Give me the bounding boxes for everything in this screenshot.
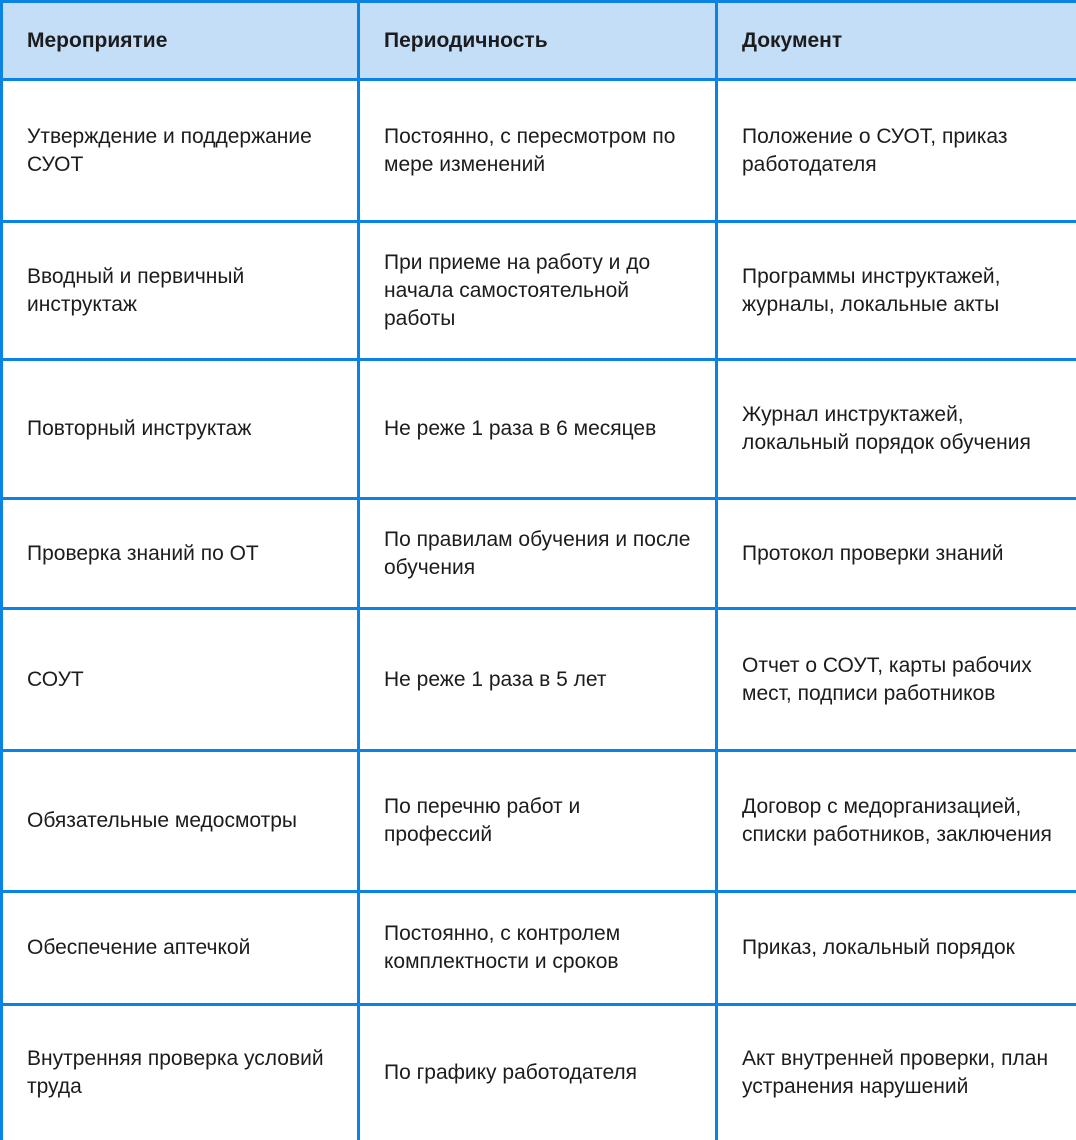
table-row xyxy=(2,751,1076,892)
cell-document: Отчет о СОУТ, карты рабочих мест, подписи работников xyxy=(717,609,1076,751)
cell-activity: Внутренняя проверка условий труда xyxy=(2,1005,359,1140)
cell-document: Акт внутренней проверки, план устранения нарушений xyxy=(717,1005,1076,1140)
cell-activity: Утверждение и поддержание СУОТ xyxy=(2,80,359,222)
table-row xyxy=(2,1005,1076,1140)
cell-frequency: Не реже 1 раза в 5 лет xyxy=(359,609,717,751)
cell-frequency: Постоянно, с пересмотром по мере изменений xyxy=(359,80,717,222)
table-row xyxy=(2,222,1076,360)
cell-frequency: Не реже 1 раза в 6 месяцев xyxy=(359,360,717,499)
table-row xyxy=(2,892,1076,1005)
cell-activity: Вводный и первичный инструктаж xyxy=(2,222,359,360)
table-row xyxy=(2,80,1076,222)
cell-frequency: По правилам обучения и после обучения xyxy=(359,499,717,609)
cell-activity: Проверка знаний по ОТ xyxy=(2,499,359,609)
cell-activity: Обеспечение аптечкой xyxy=(2,892,359,1005)
header-row xyxy=(2,2,1076,80)
cell-document: Протокол проверки знаний xyxy=(717,499,1076,609)
column-header-frequency: Периодичность xyxy=(359,2,717,80)
table-row xyxy=(2,609,1076,751)
cell-document: Приказ, локальный порядок xyxy=(717,892,1076,1005)
cell-frequency: При приеме на работу и до начала самостоятельной работы xyxy=(359,222,717,360)
cell-document: Договор с медорганизацией, списки работников, заключения xyxy=(717,751,1076,892)
table-row xyxy=(2,360,1076,499)
cell-activity: Обязательные медосмотры xyxy=(2,751,359,892)
cell-activity: Повторный инструктаж xyxy=(2,360,359,499)
cell-document: Журнал инструктажей, локальный порядок обучения xyxy=(717,360,1076,499)
cell-frequency: По перечню работ и профессий xyxy=(359,751,717,892)
cell-activity: СОУТ xyxy=(2,609,359,751)
cell-document: Программы инструктажей, журналы, локальные акты xyxy=(717,222,1076,360)
cell-document: Положение о СУОТ, приказ работодателя xyxy=(717,80,1076,222)
cell-frequency: Постоянно, с контролем комплектности и сроков xyxy=(359,892,717,1005)
table-row xyxy=(2,499,1076,609)
cell-frequency: По графику работодателя xyxy=(359,1005,717,1140)
column-header-activity: Мероприятие xyxy=(2,2,359,80)
column-header-document: Документ xyxy=(717,2,1076,80)
